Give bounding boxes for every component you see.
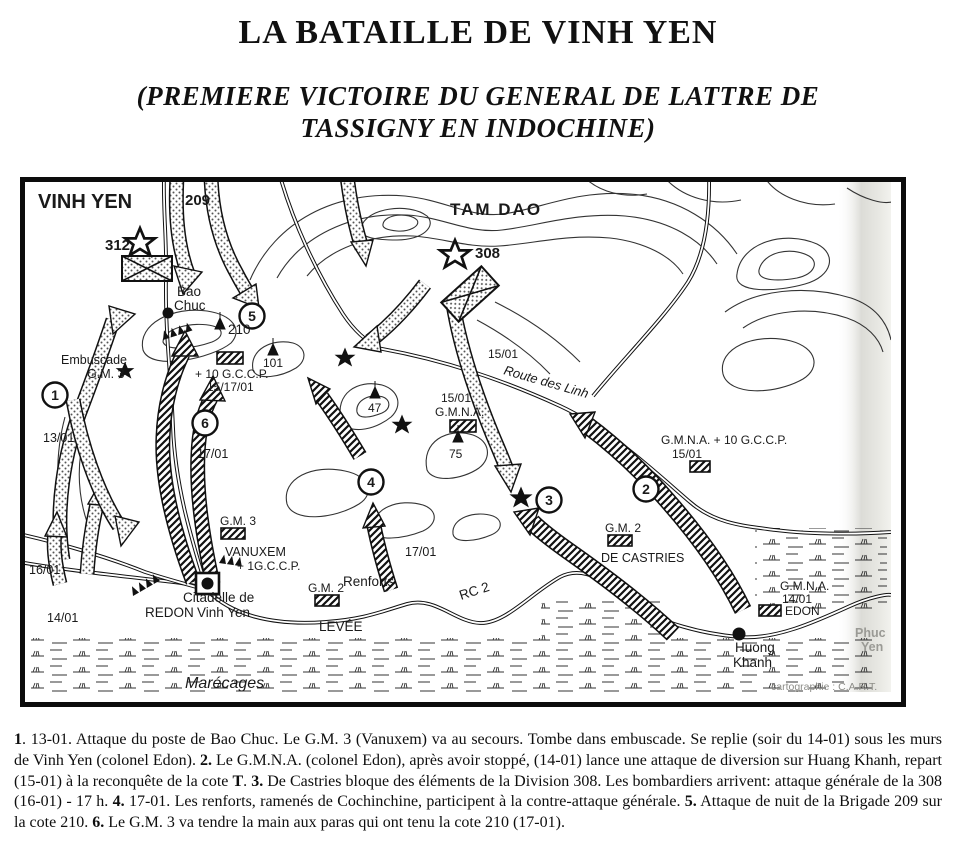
label-chuc: Chuc <box>174 298 206 313</box>
svg-text:3: 3 <box>545 492 553 508</box>
label-vinh-yen-town: Vinh Yen <box>197 605 251 620</box>
label-gm3-vanuxem: G.M. 3 <box>220 514 257 528</box>
label-huong: Huong <box>735 640 775 655</box>
label-edon: EDON <box>785 604 820 618</box>
label-de-castries: DE CASTRIES <box>601 551 685 565</box>
label-date-16-01: 16/01 <box>29 563 61 577</box>
label-date-13-01: 13/01 <box>43 431 75 445</box>
label-gmna-gccp-right: G.M.N.A. + 10 G.C.C.P. <box>661 433 788 447</box>
marker-6 <box>193 411 218 436</box>
arrow-308-southwest <box>354 284 425 352</box>
label-date-15-01-center: 15/01 <box>441 391 472 405</box>
svg-text:6: 6 <box>201 415 209 431</box>
label-cote-75: 75 <box>449 447 463 461</box>
marker-1 <box>43 383 68 408</box>
marker-4 <box>359 470 384 495</box>
label-vanuxem: VANUXEM <box>225 545 286 559</box>
unit-gmna-right-symbol <box>690 461 710 472</box>
label-cote-47: 47 <box>368 401 382 415</box>
label-gm2-castries: G.M. 2 <box>605 521 642 535</box>
label-date-14-01-edon: 14/01 <box>782 592 813 606</box>
arrow-center-counterattack <box>308 378 360 456</box>
svg-text:4: 4 <box>367 474 375 490</box>
unit-gccp10-symbol <box>217 352 243 364</box>
label-date-17-01-center: 17/01 <box>405 545 437 559</box>
label-division-308: 308 <box>475 245 501 262</box>
label-cote-210: 210 <box>228 322 251 337</box>
unit-gm2-levee-symbol <box>315 595 339 606</box>
label-rc2: RC 2 <box>457 579 492 603</box>
label-vinh-yen-corner: VINH YEN <box>38 191 133 213</box>
scan-shadow-band <box>837 182 891 692</box>
label-embuscade: Embuscade <box>61 353 128 367</box>
arrow-209-right <box>211 182 259 308</box>
page-title: LA BATAILLE DE VINH YEN <box>238 14 718 51</box>
label-levee: LEVÉE <box>319 619 363 634</box>
battle-map-svg <box>25 182 891 692</box>
label-brigade-209: 209 <box>185 192 211 209</box>
label-phuc: Phuc <box>855 626 886 640</box>
label-route-des-linh: Route des Linh <box>502 362 591 401</box>
svg-text:1: 1 <box>51 387 59 403</box>
svg-text:2: 2 <box>642 481 650 497</box>
arrow-center-south <box>347 182 373 266</box>
svg-text:5: 5 <box>248 308 256 324</box>
label-gccp-10: + 10 G.C.C.P. <box>195 367 269 381</box>
bao-chuc-dot <box>163 308 174 319</box>
unit-312-division-symbol <box>122 256 172 281</box>
label-bao: Bao <box>177 284 202 299</box>
marker-3 <box>537 488 562 513</box>
label-gmna-center: G.M.N.A. <box>435 405 485 419</box>
label-citadelle: Citadelle de <box>183 590 255 605</box>
label-tam-dao: TAM DAO <box>450 200 543 219</box>
marker-2 <box>634 477 659 502</box>
star-fight-47 <box>392 415 413 434</box>
label-date-15-01-right: 15/01 <box>672 447 703 461</box>
label-cartography-credit: cartographie : C.A.R.T. <box>771 681 878 692</box>
label-yen: Yen <box>861 640 884 654</box>
unit-edon-symbol <box>759 605 781 616</box>
huong-khanh-dot <box>733 628 746 641</box>
cote-210-triangle <box>215 312 225 329</box>
cote-101-triangle <box>268 338 278 355</box>
label-khanh: Khanh <box>733 655 773 670</box>
label-gmna-edon: G.M.N.A. <box>780 579 830 593</box>
label-date-14-01-left: 14/01 <box>47 611 79 625</box>
unit-308-division-symbol <box>441 266 499 321</box>
star-fight-3 <box>509 486 532 507</box>
unit-gmna-center-symbol <box>450 420 476 432</box>
caption-text: 1. 13-01. Attaque du poste de Bao Chuc. Le G.M. 3 (Vanuxem) va au secours. Tombe dans embuscade. Se replie (soir du 14-01) sous les murs de Vinh Yen (colonel Edon). 2. Le G.M.N.A. (colonel Edon), après avoir stoppé, (14-01) lance une attaque de diversion sur Huang Khanh, repart (15-01) à la reconquête de la cote T. 3. De Castries bloque des éléments de la Division 308. Les bombardiers arrivent: attaque générale de la 308 (16-01) - 17 h. 4. 17-01. Les renforts, ramenés de Cochinchine, participent à la contre-attaque générale. 5. Attaque de nuit de la Brigade 209 sur la cote 210. 6. Le G.M. 3 va tendre la main aux paras qui ont tenu la cote 210 (17-01). <box>14 731 943 832</box>
label-marecages: Marécages <box>185 675 265 692</box>
battle-map-figure <box>20 177 906 707</box>
arrow-gm3-valley-east <box>198 376 225 584</box>
label-gm3-embuscade: G.M. 3 <box>87 367 125 381</box>
star-fight-north <box>335 348 356 367</box>
label-cote-101: 101 <box>263 356 284 370</box>
label-date-15-01-route: 15/01 <box>488 347 519 361</box>
label-gm2-levee: G.M. 2 <box>308 581 345 595</box>
label-gccp-1: + 1G.C.C.P. <box>237 559 301 573</box>
page-subtitle <box>0 80 956 145</box>
subtitle-line-1: (PREMIERE VICTOIRE DU GENERAL DE LATTRE DE <box>136 81 820 111</box>
label-renforts: Renforts <box>343 574 395 589</box>
label-division-312: 312 <box>105 237 131 254</box>
label-redon: REDON <box>145 605 194 620</box>
arrow-312-to-vinh-yen <box>73 400 139 546</box>
unit-gm2-castries-symbol <box>608 535 632 546</box>
subtitle-line-2: TASSIGNY EN INDOCHINE) <box>300 113 656 144</box>
label-date-15-17-01: 15/17/01 <box>207 380 254 394</box>
unit-gm3-vanuxem-symbol <box>221 528 245 539</box>
label-date-17-01-left: 17/01 <box>197 447 229 461</box>
road-tamdao-branch <box>593 182 709 396</box>
